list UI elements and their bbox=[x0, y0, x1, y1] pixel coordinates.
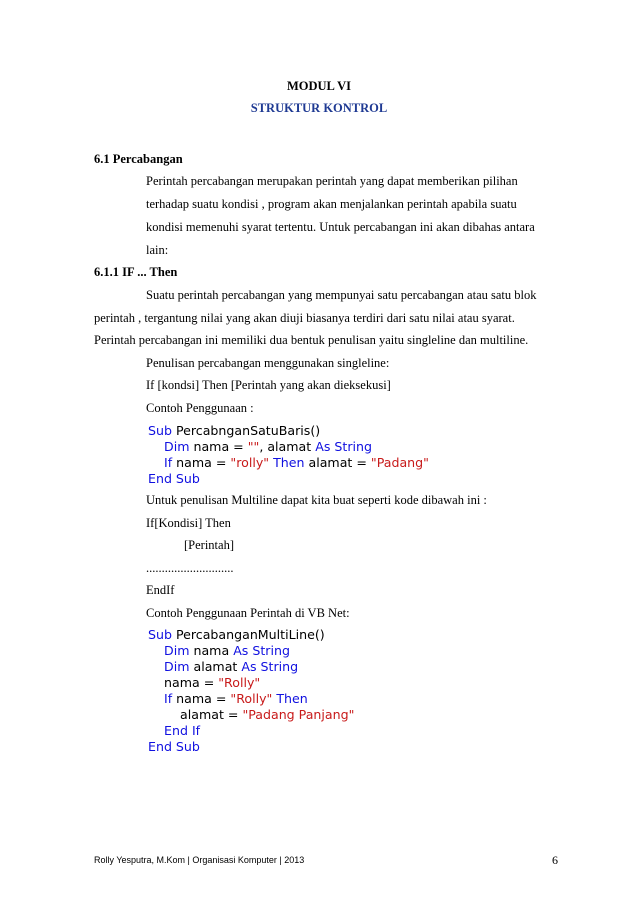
paragraph-line: lain: bbox=[146, 243, 169, 257]
singleline-syntax: If [kondsi] Then [Perintah yang akan dieksekusi] bbox=[146, 378, 391, 392]
example-label-2: Contoh Penggunaan Perintah di VB Net: bbox=[146, 606, 350, 620]
code-line: Sub PercabanganMultiLine() bbox=[148, 627, 325, 642]
page-number: 6 bbox=[552, 853, 558, 867]
code-line: Dim alamat As String bbox=[164, 659, 299, 674]
module-subtitle: STRUKTUR KONTROL bbox=[250, 101, 388, 115]
code-line: End Sub bbox=[148, 739, 200, 754]
multiline-intro: Untuk penulisan Multiline dapat kita buat seperti kode dibawah ini : bbox=[146, 493, 487, 507]
code-line: If nama = "Rolly" Then bbox=[164, 691, 308, 706]
multiline-syntax: If[Kondisi] Then bbox=[146, 516, 231, 530]
example-label-1: Contoh Penggunaan : bbox=[146, 401, 254, 415]
section-heading-6-1-1: 6.1.1 IF ... Then bbox=[94, 265, 178, 279]
singleline-intro: Penulisan percabangan menggunakan singleline: bbox=[146, 356, 390, 370]
code-line: End Sub bbox=[148, 471, 200, 486]
code-line: End If bbox=[164, 723, 201, 738]
code-line: Dim nama = "", alamat As String bbox=[164, 439, 372, 454]
code-block-2 bbox=[148, 627, 354, 755]
multiline-syntax: EndIf bbox=[146, 583, 175, 597]
code-line: alamat = "Padang Panjang" bbox=[180, 707, 355, 722]
code-line: Sub PercabnganSatuBaris() bbox=[148, 423, 321, 438]
paragraph-line: kondisi memenuhi syarat tertentu. Untuk percabangan ini akan dibahas antara bbox=[146, 220, 535, 234]
paragraph-line: perintah , tergantung nilai yang akan diuji biasanya terdiri dari satu nilai atau syarat. bbox=[94, 311, 515, 325]
module-title: MODUL VI bbox=[286, 79, 351, 93]
code-line: Dim nama As String bbox=[164, 643, 290, 658]
paragraph-line: Perintah percabangan ini memiliki dua bentuk penulisan yaitu singleline dan multiline. bbox=[94, 333, 529, 347]
paragraph-line: Suatu perintah percabangan yang mempunyai satu percabangan atau satu blok bbox=[146, 288, 537, 302]
footer-text: Rolly Yesputra, M.Kom | Organisasi Komputer | 2013 bbox=[94, 855, 305, 865]
paragraph-line: Perintah percabangan merupakan perintah yang dapat memberikan pilihan bbox=[146, 174, 518, 188]
multiline-syntax: ............................ bbox=[146, 561, 234, 575]
code-line: nama = "Rolly" bbox=[164, 675, 261, 690]
section-heading-6-1: 6.1 Percabangan bbox=[94, 152, 183, 166]
code-block-1 bbox=[148, 423, 429, 487]
paragraph-line: terhadap suatu kondisi , program akan menjalankan perintah apabila suatu bbox=[146, 197, 517, 211]
multiline-syntax: [Perintah] bbox=[184, 538, 234, 552]
code-line: If nama = "rolly" Then alamat = "Padang" bbox=[164, 455, 429, 470]
